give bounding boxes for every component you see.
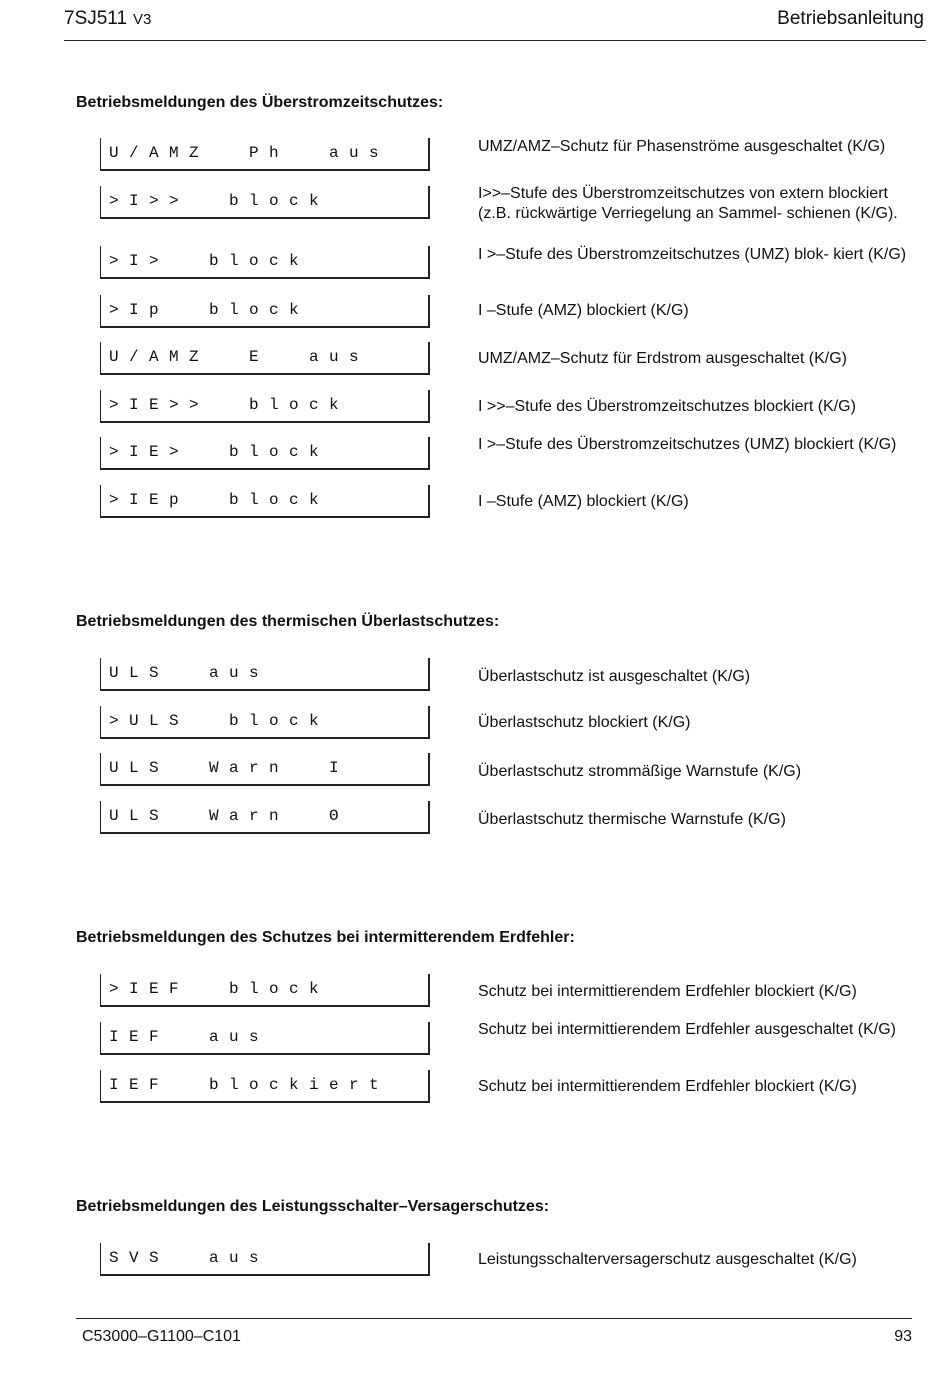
display-text: >IEF block bbox=[109, 980, 330, 998]
model-version: V3 bbox=[133, 11, 152, 28]
display-text: >IE>> block bbox=[109, 396, 350, 414]
message-display bbox=[100, 706, 430, 739]
message-display bbox=[100, 1243, 430, 1276]
section-title-overcurrent: Betriebsmeldungen des Überstromzeitschutzes: bbox=[76, 94, 444, 111]
message-display bbox=[100, 437, 430, 470]
message-display bbox=[100, 1022, 430, 1055]
display-text: ULS Warn Θ bbox=[109, 807, 350, 825]
message-description: I >–Stufe des Überstromzeitschutzes (UMZ) blok- kiert (K/G) bbox=[478, 246, 907, 263]
message-description: I>>–Stufe des Überstromzeitschutzes von extern blockiert (z.B. rückwärtige Verriegelung an Sammel- schienen (K/G). bbox=[478, 185, 898, 222]
display-text: >IE> block bbox=[109, 443, 330, 461]
message-display bbox=[100, 485, 430, 518]
display-text: IEF aus bbox=[109, 1028, 270, 1046]
message-display bbox=[100, 246, 430, 279]
message-display bbox=[100, 753, 430, 786]
message-description: Schutz bei intermittierendem Erdfehler blockiert (K/G) bbox=[478, 983, 857, 1000]
message-description: UMZ/AMZ–Schutz für Phasenströme ausgeschaltet (K/G) bbox=[478, 138, 886, 155]
display-text: >Ip block bbox=[109, 301, 310, 319]
message-description: Überlastschutz ist ausgeschaltet (K/G) bbox=[478, 668, 751, 685]
display-text: >I> block bbox=[109, 252, 310, 270]
message-description: Schutz bei intermittierendem Erdfehler ausgeschaltet (K/G) bbox=[478, 1021, 896, 1038]
page-number: 93 bbox=[894, 1328, 912, 1345]
page-header bbox=[64, 8, 926, 41]
message-description: Schutz bei intermittierendem Erdfehler blockiert (K/G) bbox=[478, 1078, 857, 1095]
display-text: IEF blockiert bbox=[109, 1076, 390, 1094]
message-description: I –Stufe (AMZ) blockiert (K/G) bbox=[478, 493, 689, 510]
display-text: ULS aus bbox=[109, 664, 270, 682]
section-title-thermal: Betriebsmeldungen des thermischen Überlastschutzes: bbox=[76, 613, 500, 630]
message-description: UMZ/AMZ–Schutz für Erdstrom ausgeschaltet (K/G) bbox=[478, 350, 847, 367]
display-text: U/AMZ Ph aus bbox=[109, 144, 390, 162]
message-description: Leistungsschalterversagerschutz ausgeschaltet (K/G) bbox=[478, 1251, 857, 1268]
document-number: C53000–G1100–C101 bbox=[82, 1328, 241, 1345]
message-display bbox=[100, 342, 430, 375]
model-name: 7SJ511 bbox=[64, 8, 128, 29]
section-title-breaker-failure: Betriebsmeldungen des Leistungsschalter–Versagerschutzes: bbox=[76, 1198, 550, 1215]
display-text: >ULS block bbox=[109, 712, 330, 730]
section-title-earth-fault: Betriebsmeldungen des Schutzes bei intermitterendem Erdfehler: bbox=[76, 929, 575, 946]
footer-divider bbox=[76, 1318, 912, 1319]
message-description: Überlastschutz thermische Warnstufe (K/G) bbox=[478, 811, 786, 828]
message-display bbox=[100, 295, 430, 328]
message-display bbox=[100, 186, 430, 219]
display-text: SVS aus bbox=[109, 1249, 270, 1267]
message-display bbox=[100, 658, 430, 691]
message-display bbox=[100, 801, 430, 834]
display-text: >IEp block bbox=[109, 491, 330, 509]
message-description: Überlastschutz strommäßige Warnstufe (K/G) bbox=[478, 763, 802, 780]
display-text: U/AMZ E aus bbox=[109, 348, 370, 366]
message-display bbox=[100, 138, 430, 171]
display-text: >I>> block bbox=[109, 192, 330, 210]
header-model bbox=[64, 8, 151, 30]
message-description: Überlastschutz blockiert (K/G) bbox=[478, 714, 691, 731]
message-display bbox=[100, 1070, 430, 1103]
message-description: I –Stufe (AMZ) blockiert (K/G) bbox=[478, 302, 689, 319]
message-display bbox=[100, 390, 430, 423]
header-doc-type: Betriebsanleitung bbox=[777, 8, 924, 29]
display-text: ULS Warn I bbox=[109, 759, 350, 777]
message-display bbox=[100, 974, 430, 1007]
message-description: I >>–Stufe des Überstromzeitschutzes blockiert (K/G) bbox=[478, 398, 856, 415]
message-description: I >–Stufe des Überstromzeitschutzes (UMZ) blockiert (K/G) bbox=[478, 436, 897, 453]
